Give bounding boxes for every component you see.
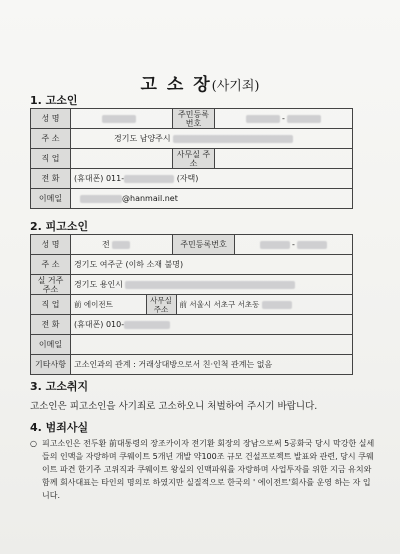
accused-name-value	[71, 235, 173, 255]
redaction-mark	[102, 115, 136, 123]
accused-name-text: 전	[102, 240, 110, 249]
accused-address-label: 주 소	[31, 255, 71, 275]
facts-text: 피고소인은 전두환 前대통령의 장조카이자 전기환 회장의 장남으로써 5공화국 당시 막강한 실세들의 인맥을 자랑하며 쿠웨이트 5개년 개발 약100조 규모 건설프로젝트 발표와 관련, 당시 쿠웨이트 파견 한기주 고위직과 쿠웨이트 왕실의 인맥파워를 자랑하며 사업투자를 위한 지금 유치와 함께 회사대표는 타인의 명의로 하였지만 실질적으로 한국의 ' 에이전트'회사를 운영 하는 자 입니다.	[42, 439, 375, 500]
redaction-mark	[260, 241, 290, 249]
accused-job-row	[71, 295, 353, 315]
complainant-rrn-label: 주민등록번호	[173, 109, 215, 129]
office-text: 前 서울시 서초구 서초동	[179, 300, 260, 309]
accused-rrn-label: 주민등록번호	[173, 235, 235, 255]
complainant-address-label: 주 소	[31, 129, 71, 149]
section-facts-heading: 4. 범죄사실	[30, 421, 89, 434]
bullet-mark: ○	[30, 439, 37, 448]
redaction-mark	[80, 195, 122, 203]
redaction-mark	[112, 241, 130, 249]
complainant-phone-label: 전 화	[31, 169, 71, 189]
complainant-name-label: 성 명	[31, 109, 71, 129]
accused-email-label: 이메일	[31, 335, 71, 355]
accused-table	[30, 234, 353, 375]
accused-residence-label: 실 거주 주소	[31, 275, 71, 295]
accused-email-value	[71, 335, 353, 355]
phone-text: (휴대폰) 011-	[74, 174, 125, 183]
redaction-mark	[246, 115, 280, 123]
phone-text: (휴대폰) 010-	[74, 320, 125, 329]
redaction-mark	[124, 175, 174, 183]
purpose-text: 고소인은 피고소인을 사기죄로 고소하오니 처벌하여 주시기 바랍니다.	[30, 401, 318, 412]
rrn-separator: -	[292, 240, 295, 249]
redaction-mark	[297, 241, 327, 249]
section-complainant-heading: 1. 고소인	[30, 94, 78, 107]
redaction-mark	[125, 281, 295, 289]
complainant-office-label: 사무실 주소	[173, 149, 215, 169]
residence-text: 경기도 용인시	[74, 280, 123, 289]
redaction-mark	[287, 115, 321, 123]
address-text: 경기도 남양주시	[114, 134, 171, 143]
accused-office-value	[176, 295, 352, 314]
accused-phone-value	[71, 315, 353, 335]
redaction-mark	[124, 321, 170, 329]
accused-other-label: 기타사항	[31, 355, 71, 375]
complainant-phone-value	[71, 169, 353, 189]
complainant-office-value	[215, 149, 353, 169]
redaction-mark	[262, 301, 292, 309]
title-sub: (사기죄)	[211, 79, 260, 94]
accused-residence-value	[71, 275, 353, 295]
title-main: 고 소 장	[140, 75, 212, 95]
section-accused-heading: 2. 피고소인	[30, 220, 89, 233]
complainant-address-value	[71, 129, 353, 149]
accused-name-label: 성 명	[31, 235, 71, 255]
complainant-email-label: 이메일	[31, 189, 71, 209]
complainant-rrn-value	[215, 109, 353, 129]
redaction-mark	[173, 135, 293, 143]
accused-other-value: 고소인과의 관계 : 거래상대방으로서 친·인척 관계는 없음	[71, 355, 353, 375]
accused-rrn-value	[235, 235, 353, 255]
complainant-name-value	[71, 109, 173, 129]
accused-job-value: 前 에이전트	[71, 295, 146, 314]
complainant-job-value	[71, 149, 173, 169]
complainant-job-label: 직 업	[31, 149, 71, 169]
complainant-email-value	[71, 189, 353, 209]
facts-paragraph	[30, 437, 375, 502]
rrn-separator: -	[282, 114, 285, 123]
accused-office-label: 사무실 주소	[146, 295, 176, 314]
accused-address-value: 경기도 여주군 (이하 소재 불명)	[71, 255, 353, 275]
complainant-table	[30, 108, 353, 209]
accused-phone-label: 전 화	[31, 315, 71, 335]
home-phone-text: (자택)	[176, 174, 199, 183]
email-text: @hanmail.net	[122, 194, 178, 203]
section-purpose-heading: 3. 고소취지	[30, 380, 89, 393]
accused-job-label: 직 업	[31, 295, 71, 315]
